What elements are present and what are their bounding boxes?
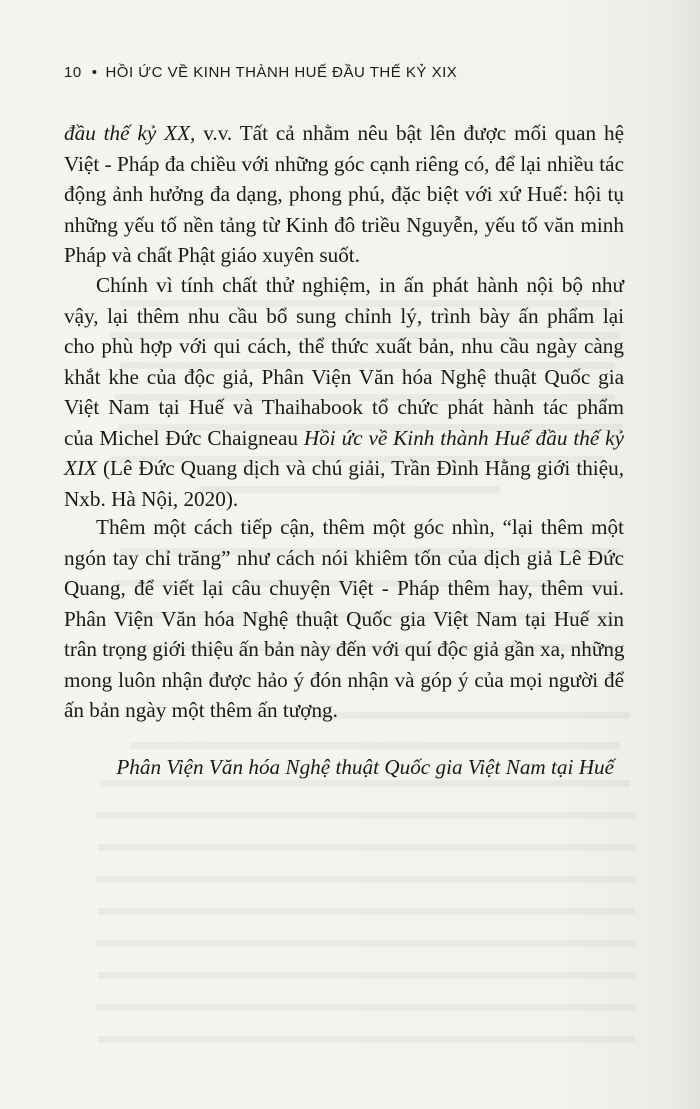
italic-phrase: đầu thế kỷ XX, xyxy=(64,121,196,145)
paragraph-1 xyxy=(64,118,624,271)
text-line: Chính vì tính chất thử nghiệm, in ấn phát hành nội bộ như xyxy=(96,273,624,297)
text-line: những yếu tố nền tảng từ Kinh đô triều Nguyễn, yếu tố văn minh xyxy=(64,212,624,237)
text-line: XIX (Lê Đức Quang dịch và chú giải, Trần Đình Hằng giới thiệu, xyxy=(64,456,624,480)
text-line: Phân Viện Văn hóa Nghệ thuật Quốc gia Việt Nam tại Huế xin xyxy=(64,606,624,631)
text-line: ngón tay chỉ trăng” như cách nói khiêm tốn của dịch giả Lê Đức xyxy=(64,545,624,570)
text-line: Pháp và chất Phật giáo xuyên suốt. xyxy=(64,243,360,267)
book-title-italic: Hồi ức về Kinh thành Huế đầu thế kỷ xyxy=(303,425,624,450)
running-header xyxy=(64,64,457,81)
paragraph-3 xyxy=(64,512,624,726)
text-line: khắt khe của độc giả, Phân Viện Văn hóa Nghệ thuật Quốc gia xyxy=(64,364,624,389)
text-line: vậy, lại thêm nhu cầu bổ sung chỉnh lý, trình bày ấn phẩm lại xyxy=(64,303,624,328)
page-number: 10 xyxy=(64,64,82,81)
text-line: Quang, để viết lại câu chuyện Việt - Pháp thêm hay, thêm vui. xyxy=(64,576,624,600)
text-line: trân trọng giới thiệu ấn bản này đến với quí độc giả gần xa, những xyxy=(64,637,625,661)
text-line: Việt Nam tại Huế và Thaihabook tổ chức phát hành tác phẩm xyxy=(64,395,624,419)
text-line: Việt - Pháp đa chiều với những góc cạnh riêng có, để lại nhiều tác xyxy=(64,151,624,176)
text-line: động ảnh hưởng đa dạng, phong phú, đặc biệt với xứ Huế: hội tụ xyxy=(64,182,624,206)
text-line: của Michel Đức Chaigneau Hồi ức về Kinh thành Huế đầu thế kỷ xyxy=(64,425,624,450)
header-bullet: • xyxy=(91,64,98,81)
running-title: HỒI ỨC VỀ KINH THÀNH HUẾ ĐẦU THẾ KỶ XIX xyxy=(105,64,458,81)
text-line: ấn bản ngày một thêm ấn tượng. xyxy=(64,698,338,722)
book-title-italic: XIX xyxy=(64,456,97,480)
text-line: Nxb. Hà Nội, 2020). xyxy=(64,486,239,511)
paragraph-2 xyxy=(64,270,624,514)
text-line: Thêm một cách tiếp cận, thêm một góc nhìn, “lại thêm một xyxy=(96,515,624,539)
text-line: cho phù hợp với qui cách, thể thức xuất bản, nhu cầu ngày càng xyxy=(64,334,624,358)
text-line: mong luôn nhận được hảo ý đón nhận và góp ý của mọi người để xyxy=(64,667,624,692)
signature-line: Phân Viện Văn hóa Nghệ thuật Quốc gia Việt Nam tại Huế xyxy=(116,755,614,779)
text-line: đầu thế kỷ XX, v.v. Tất cả nhằm nêu bật lên được mối quan hệ xyxy=(64,121,624,145)
